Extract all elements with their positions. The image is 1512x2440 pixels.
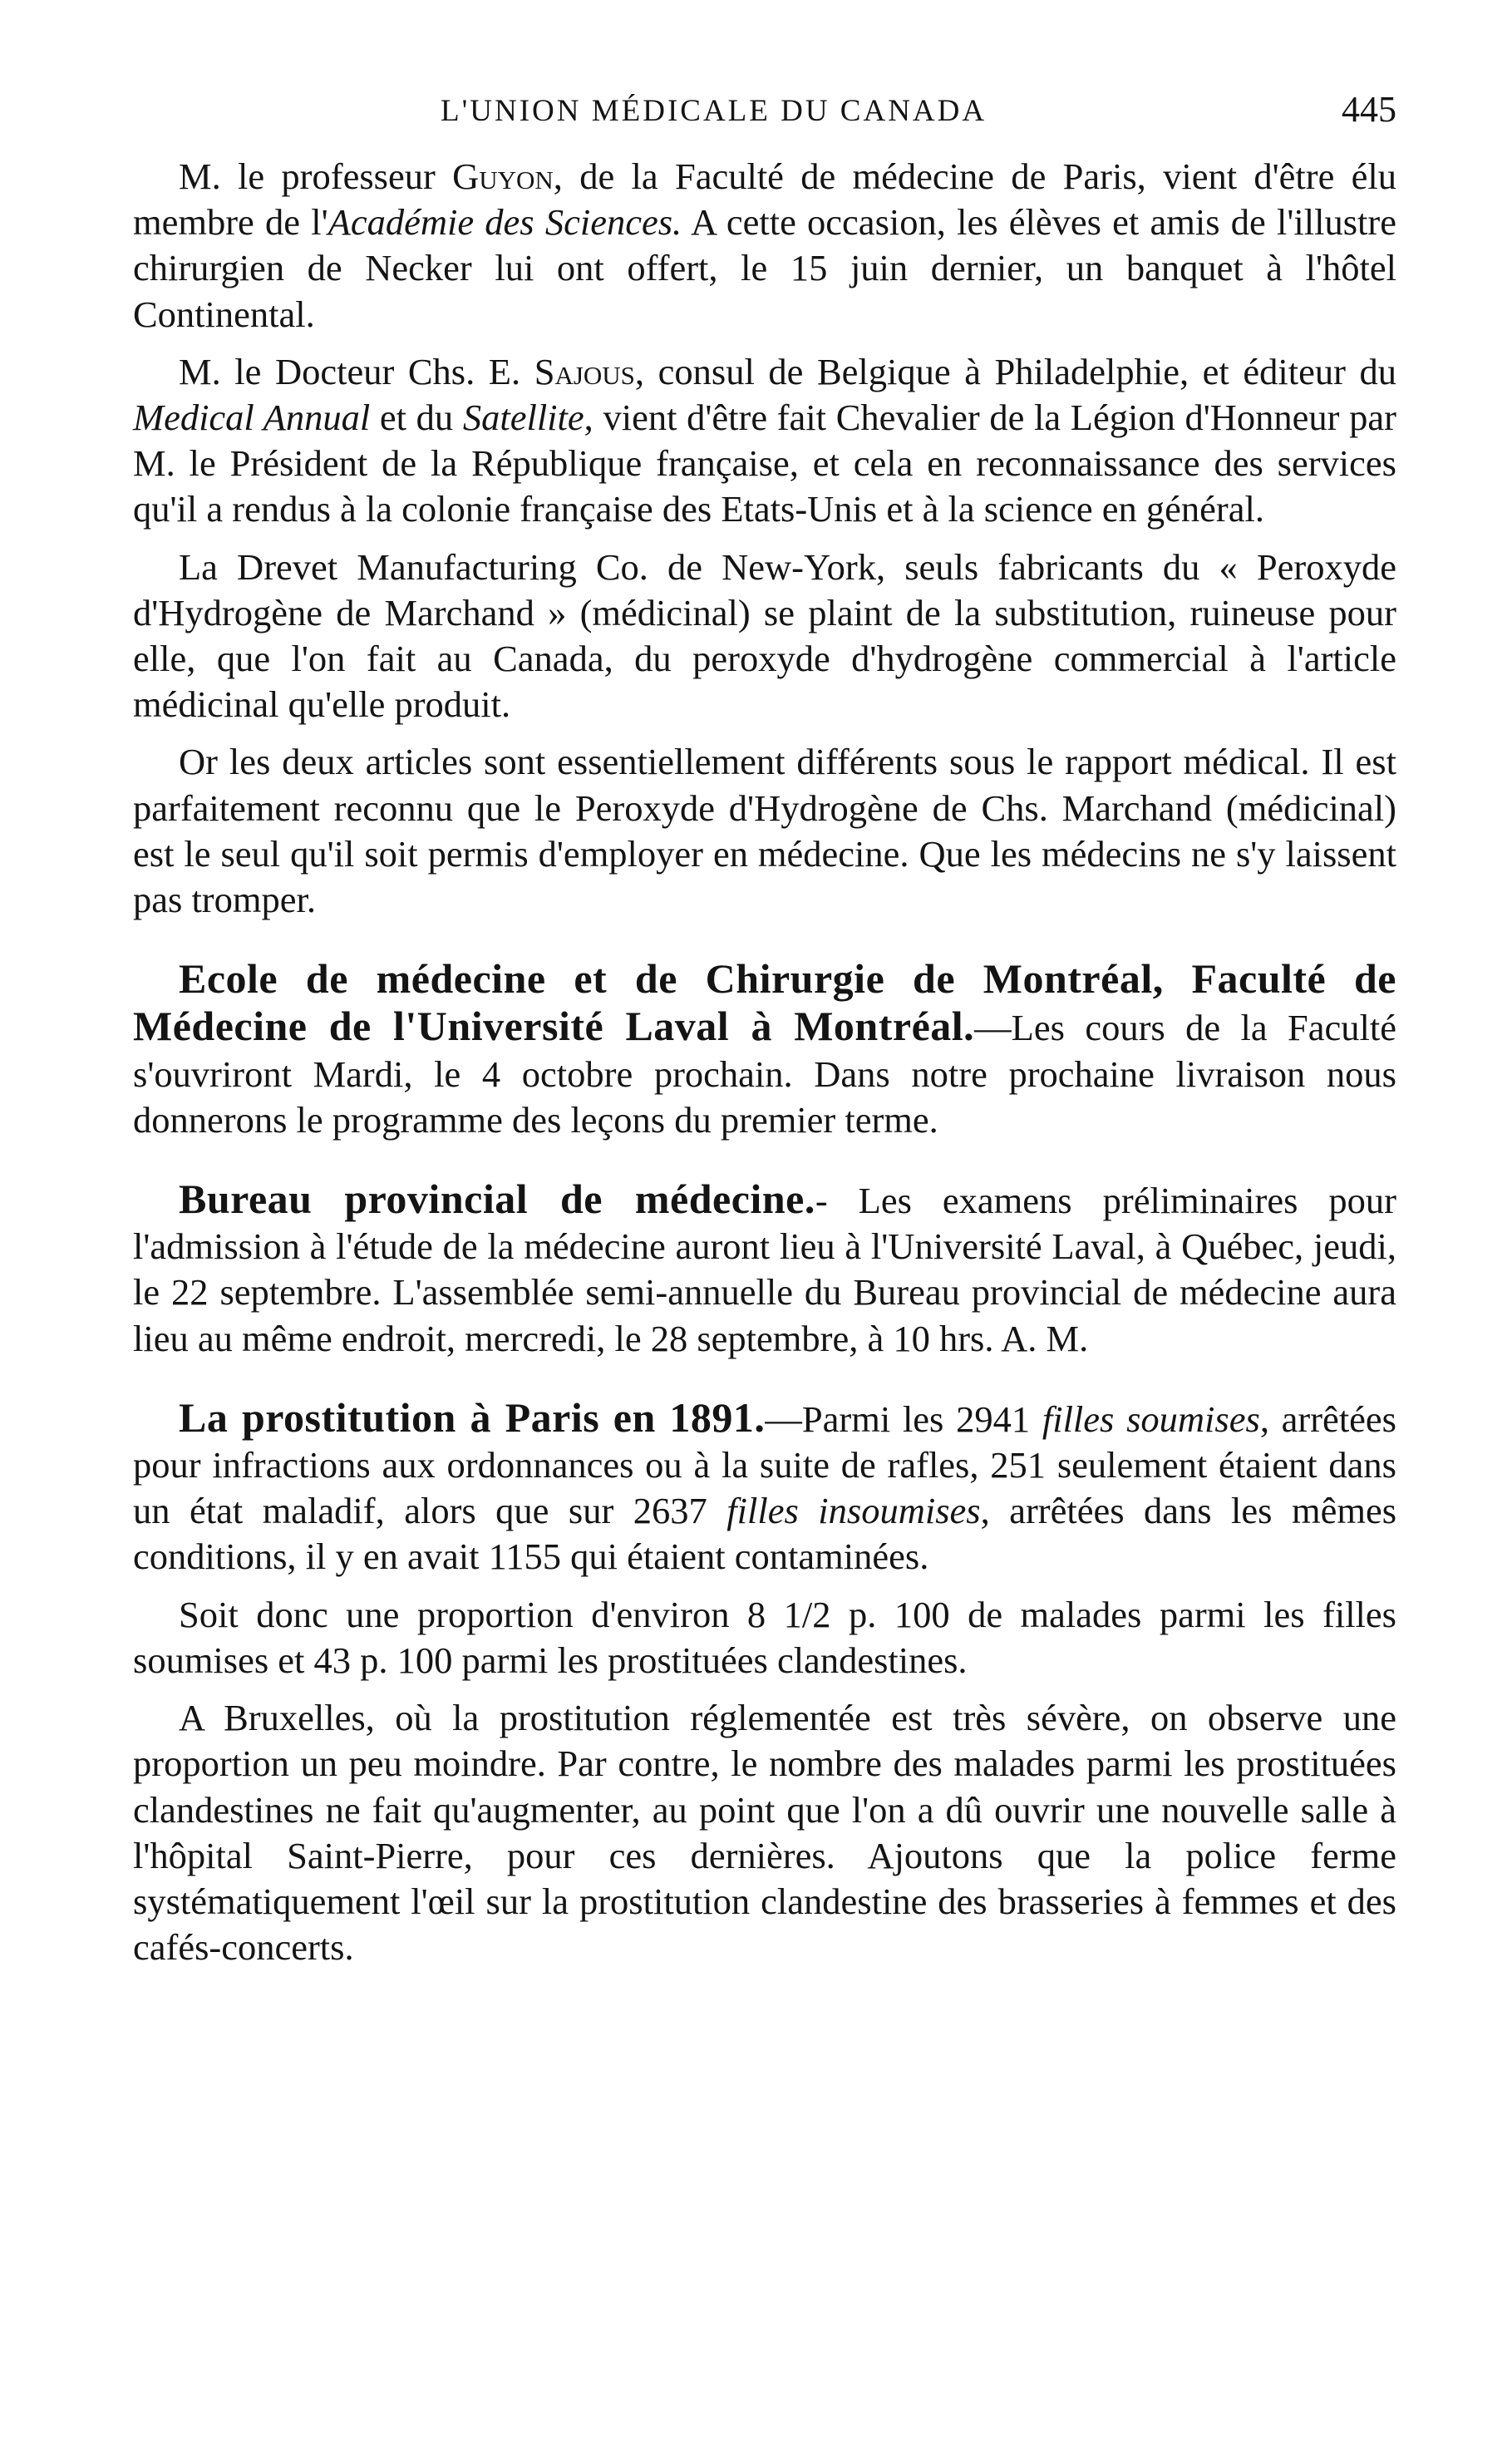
paragraph-ecole xyxy=(133,956,1396,1143)
satellite-title: Satellite xyxy=(462,397,584,439)
medical-annual-title: Medical Annual xyxy=(133,397,371,439)
paragraph-drevet: La Drevet Manufacturing Co. de New-York, seuls fabricants du « Peroxyde d'Hydrogène de Marchand » (médicinal) se plaint de la substitution, ruineuse pour elle, que l'on fait au Canada, du peroxyde d'hydrogène commercial à l'article médicinal qu'elle produit. xyxy=(133,545,1396,726)
sajous-name: Sajous xyxy=(534,350,635,392)
guyon-text-1: M. le professeur xyxy=(179,155,453,197)
filles-insoumises: filles insoumises xyxy=(726,1490,981,1532)
sajous-text-1: M. le Docteur Chs. E. xyxy=(179,350,534,392)
prost-text-3: , arrêtées dans les mêmes conditions, il y en avait 1155 qui étaient contaminées. xyxy=(133,1490,1397,1578)
paragraph-bruxelles: A Bruxelles, où la prostitution réglementée est très sévère, on observe une proportion un peu moindre. Par contre, le nombre des malades parmi les prostituées clandestines ne fait qu'augmenter, au point que l'on a dû ouvrir une nouvelle salle à l'hôpital Saint-Pierre, pour ces dernières. Ajoutons que la police ferme systématiquement l'œil sur la prostitution clandestine des brasseries à femmes et des cafés-concerts. xyxy=(133,1697,1396,1969)
paragraph-drevet-2: Or les deux articles sont essentiellement différents sous le rapport médical. Il est parfaitement reconnu que le Peroxyde d'Hydrogène de Chs. Marchand (médicinal) est le seul qu'il soit permis d'employer en médecine. Que les médecins ne s'y laissent pas tromper. xyxy=(133,741,1396,921)
sajous-text-2: , consul de Belgique à Philadelphie, et éditeur du xyxy=(634,350,1397,392)
page-header xyxy=(166,86,1396,140)
page-number: 445 xyxy=(1342,89,1396,130)
paragraph-bureau xyxy=(133,1176,1396,1362)
prostitution-heading: La prostitution à Paris en 1891. xyxy=(179,1393,766,1441)
guyon-text-2: , de la Faculté de médecine de Paris, vient d'être élu membre de l' xyxy=(133,155,1396,244)
section-gap xyxy=(133,1373,1396,1395)
sajous-text-4: , vient d'être fait Chevalier de la Légion d'Honneur par M. le Président de la République française, et cela en reconnaissance des services qu'il a rendus à la colonie française des Etats-Unis et à la science en général. xyxy=(133,397,1396,530)
prost-text-1: —Parmi les 2941 xyxy=(765,1397,1042,1440)
academie-title: Académie des Sciences. xyxy=(328,201,682,244)
bureau-text: - Les examens préliminaires pour l'admission à l'étude de la médecine auront lieu à l'Université Laval, à Québec, jeudi, le 22 septembre. L'assemblée semi-annuelle du Bureau provincial de médecine aura lieu au même endroit, mercredi, le 28 septembre, à 10 hrs. A. M. xyxy=(133,1180,1396,1359)
running-title: L'UNION MÉDICALE DU CANADA xyxy=(441,94,987,128)
sajous-text-3: et du xyxy=(370,397,463,439)
bureau-heading: Bureau provincial de médecine. xyxy=(179,1176,815,1223)
paragraph-sajous xyxy=(133,349,1396,533)
section-gap xyxy=(133,934,1396,956)
ecole-heading: Ecole de médecine et de Chirurgie de Montréal, Faculté de Médecine de l'Université Laval à Montréal. xyxy=(133,955,1396,1050)
page-body xyxy=(133,154,1396,1982)
ecole-text: —Les cours de la Faculté s'ouvriront Mardi, le 4 octobre prochain. Dans notre prochaine livraison nous donnerons le programme des leçons du premier terme. xyxy=(133,1007,1396,1141)
paragraph-guyon xyxy=(133,154,1396,338)
filles-soumises: filles soumises xyxy=(1042,1397,1260,1440)
guyon-name: Guyon xyxy=(452,155,554,197)
paragraph-prostitution xyxy=(133,1395,1396,1580)
prost-text-2: , arrêtées pour infractions aux ordonnances ou à la suite de rafles, 251 seulement étaient dans un état maladif, alors que sur 2637 xyxy=(133,1397,1396,1532)
section-gap xyxy=(133,1155,1396,1176)
paragraph-proportion: Soit donc une proportion d'environ 8 1/2 p. 100 de malades parmi les filles soumises et 43 p. 100 parmi les prostituées clandestines. xyxy=(133,1593,1396,1681)
guyon-text-3: A cette occasion, les élèves et amis de l'illustre chirurgien de Necker lui ont offert, le 15 juin dernier, un banquet à l'hôtel Continental. xyxy=(133,201,1396,335)
